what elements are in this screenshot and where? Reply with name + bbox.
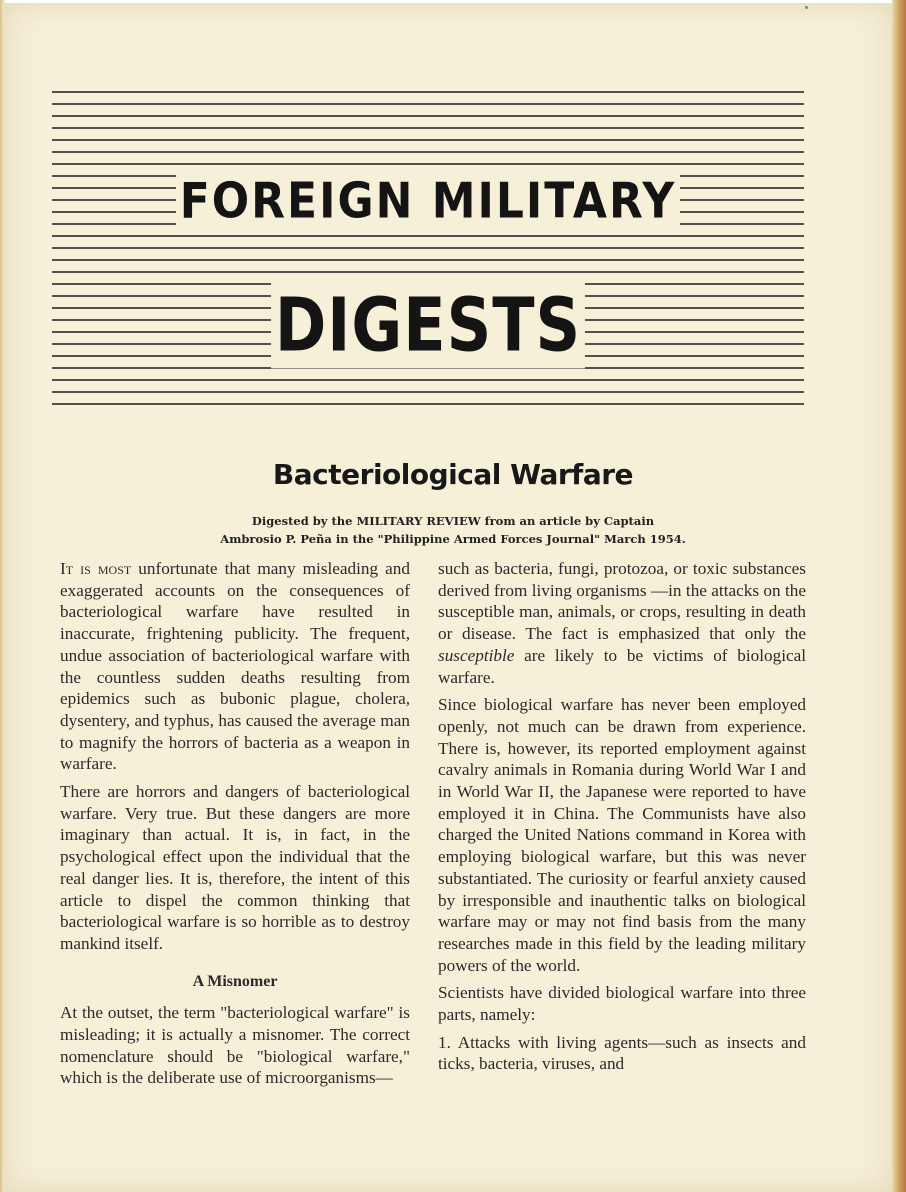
byline-line1: Digested by the MILITARY REVIEW from an article by Captain bbox=[251, 514, 655, 528]
left-paragraph-3: At the outset, the term "bacteriological warfare" is misleading; it is actually a misnomer. The correct nomenclature should be "biological warfare," which is the deliberate use of microorganisms— bbox=[60, 1003, 410, 1088]
section-banner bbox=[52, 84, 804, 416]
right-paragraph-3: Scientists have divided biological warfare into three parts, namely: bbox=[438, 983, 806, 1025]
banner-title-line1 bbox=[52, 173, 804, 230]
banner-title-line2-text: DIGESTS bbox=[271, 281, 585, 369]
left-column bbox=[60, 558, 410, 1089]
article-title: Bacteriological Warfare bbox=[272, 458, 634, 491]
section-subhead: A Misnomer bbox=[192, 972, 278, 990]
lead-in: It is most bbox=[60, 559, 132, 578]
article-byline bbox=[0, 512, 906, 548]
page-right-edge bbox=[892, 0, 906, 1192]
banner-title-line1-text: FOREIGN MILITARY bbox=[176, 173, 681, 230]
byline-line2: Ambrosio P. Peña in the "Philippine Armed Forces Journal" March 1954. bbox=[220, 532, 686, 546]
right-p1-emphasis: susceptible bbox=[438, 645, 515, 665]
speck bbox=[805, 6, 808, 9]
right-column bbox=[438, 558, 806, 1075]
left-paragraph-2: There are horrors and dangers of bacteriological warfare. Very true. But these dangers are more imaginary than actual. It is, in fact, in the psychological effect upon the individual that the real danger lies. It is, therefore, the intent of this article to dispel the common thinking that bacteriological warfare is so horrible as to destroy mankind itself. bbox=[60, 782, 410, 953]
left-paragraph-1 bbox=[60, 558, 410, 775]
right-paragraph-4: 1. Attacks with living agents—such as insects and ticks, bacteria, viruses, and bbox=[438, 1032, 806, 1074]
banner-title-line2 bbox=[52, 281, 804, 369]
right-p1-a: such as bacteria, fungi, protozoa, or toxic substances derived from living organisms —in the attacks on the susceptible man, animals, or crops, resulting in death or disease. The fact is emphasized that only the bbox=[438, 559, 806, 644]
right-paragraph-2: Since biological warfare has never been employed openly, not much can be drawn from experience. There is, however, its reported employment against cavalry animals in Romania during World War I and in World War II, the Japanese were reported to have employed it in China. The Communists have also charged the United Nations command in Korea with employing biological warfare, but this was never substantiated. The curiosity or fearful anxiety caused by irresponsible and inauthentic talks on biological warfare may or may not find basis from the many researches made in this field by the leading military powers of the world. bbox=[438, 695, 806, 975]
right-p1-b: are likely to be victims of biological warfare. bbox=[438, 645, 806, 687]
left-p1-text: unfortunate that many misleading and exaggerated accounts on the consequences of bacteriological warfare have resulted in inaccurate, frightening publicity. The frequent, undue association of bacteriological warfare with the countless sudden deaths resulting from epidemics such as bubonic plague, cholera, dysentery, and typhus, has caused the average man to magnify the horrors of bacteria as a weapon in warfare. bbox=[60, 559, 410, 774]
right-paragraph-1 bbox=[438, 558, 806, 688]
